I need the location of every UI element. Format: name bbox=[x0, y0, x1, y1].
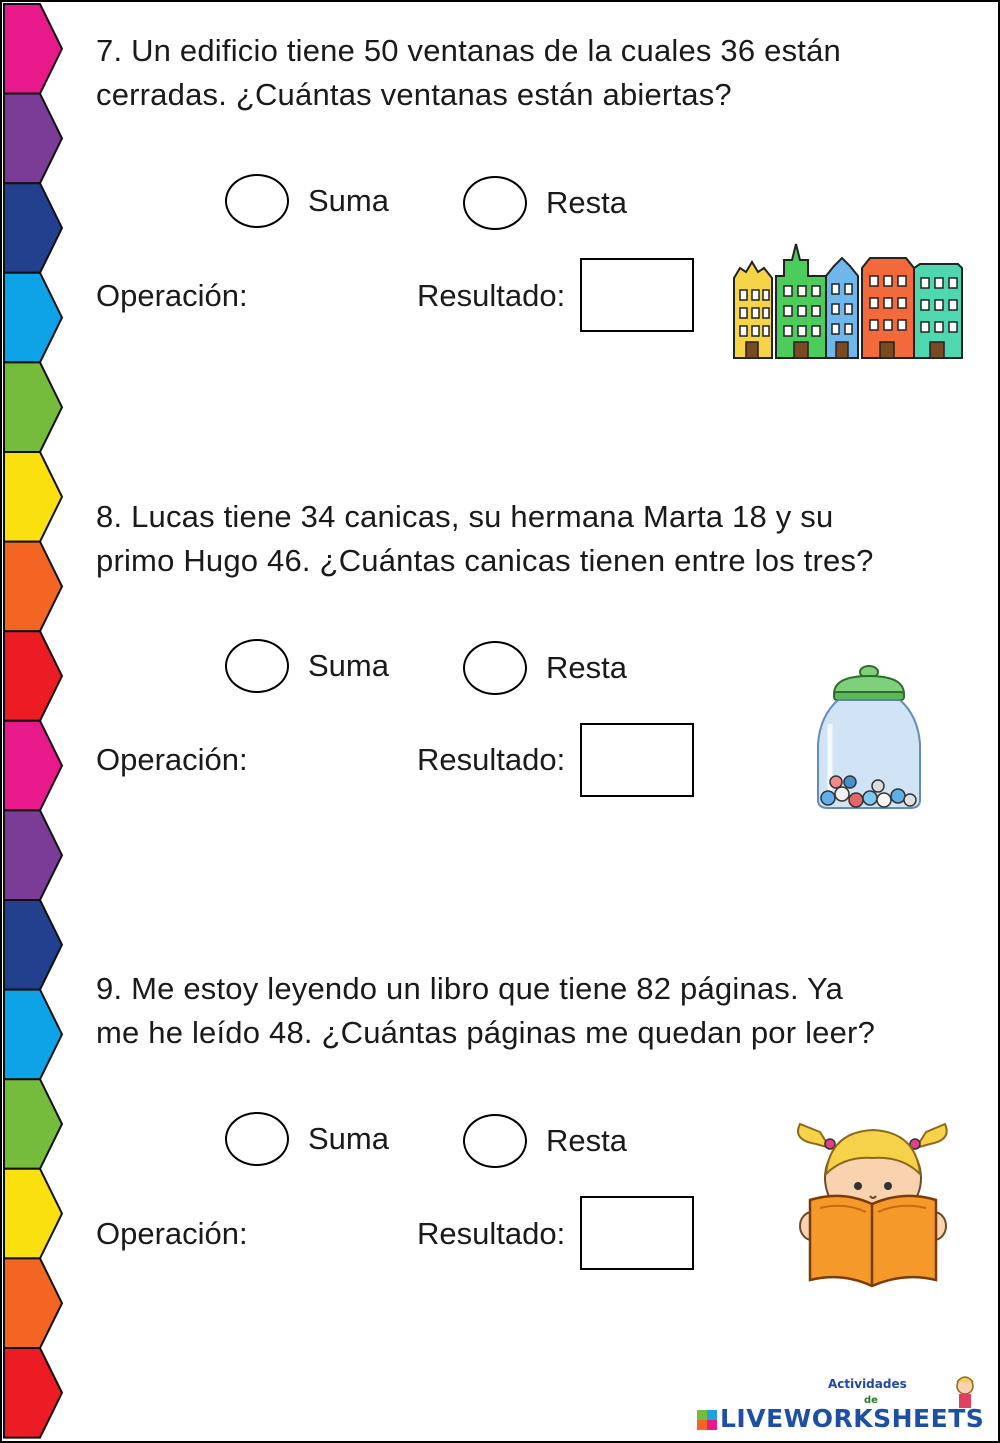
q8-result-input[interactable] bbox=[580, 723, 694, 797]
question-7 bbox=[96, 29, 936, 117]
ribbon-svg bbox=[0, 0, 70, 1443]
question-8-line2: primo Hugo 46. ¿Cuántas canicas tienen entre los tres? bbox=[96, 543, 874, 578]
footer-logo-line1: Actividades bbox=[828, 1377, 907, 1391]
ribbon-segment bbox=[4, 990, 62, 1080]
q8-suma-radio[interactable] bbox=[225, 639, 289, 693]
ribbon-segment bbox=[4, 362, 62, 452]
buildings-icon bbox=[730, 238, 965, 362]
q8-resta-radio[interactable] bbox=[463, 641, 527, 695]
ribbon-segment bbox=[4, 1079, 62, 1169]
q9-resta-label: Resta bbox=[546, 1123, 627, 1158]
ribbon-segment bbox=[4, 631, 62, 721]
girl-reading-icon bbox=[790, 1104, 955, 1290]
ribbon-segment bbox=[4, 900, 62, 990]
ribbon-segment bbox=[4, 721, 62, 811]
footer-brand[interactable]: LIVEWORKSHEETS bbox=[720, 1404, 985, 1433]
ribbon-segment bbox=[4, 273, 62, 363]
question-8-line1: 8. Lucas tiene 34 canicas, su hermana Marta 18 y su bbox=[96, 499, 834, 534]
q9-operation-label: Operación: bbox=[96, 1216, 248, 1251]
q7-suma-label: Suma bbox=[308, 183, 389, 218]
q9-result-input[interactable] bbox=[580, 1196, 694, 1270]
q8-result-label: Resultado: bbox=[417, 742, 566, 777]
q7-suma-radio[interactable] bbox=[225, 174, 289, 228]
ribbon-segment bbox=[4, 452, 62, 542]
q7-resta-radio[interactable] bbox=[463, 176, 527, 230]
ribbon-segment bbox=[4, 1348, 62, 1438]
q7-resta-label: Resta bbox=[546, 185, 627, 220]
question-7-line2: cerradas. ¿Cuántas ventanas están abiertas? bbox=[96, 77, 732, 112]
q7-result-label: Resultado: bbox=[417, 278, 566, 313]
q7-operation-label: Operación: bbox=[96, 278, 248, 313]
q9-suma-label: Suma bbox=[308, 1121, 389, 1156]
ribbon-segment bbox=[4, 183, 62, 273]
ribbon-segment bbox=[4, 1258, 62, 1348]
q8-suma-label: Suma bbox=[308, 648, 389, 683]
color-ribbon bbox=[0, 0, 70, 1443]
ribbon-segment bbox=[4, 1169, 62, 1259]
ribbon-segment bbox=[4, 810, 62, 900]
question-9 bbox=[96, 967, 936, 1055]
q8-operation-label: Operación: bbox=[96, 742, 248, 777]
q9-suma-radio[interactable] bbox=[225, 1112, 289, 1166]
question-9-line1: 9. Me estoy leyendo un libro que tiene 82 páginas. Ya bbox=[96, 971, 844, 1006]
marble-jar-icon bbox=[812, 664, 926, 814]
question-7-line1: 7. Un edificio tiene 50 ventanas de la cuales 36 están bbox=[96, 33, 841, 68]
ribbon-segment bbox=[4, 94, 62, 184]
ribbon-segment bbox=[4, 542, 62, 632]
q7-result-input[interactable] bbox=[580, 258, 694, 332]
question-9-line2: me he leído 48. ¿Cuántas páginas me quedan por leer? bbox=[96, 1015, 876, 1050]
q9-resta-radio[interactable] bbox=[463, 1114, 527, 1168]
abc-blocks-icon bbox=[697, 1410, 717, 1430]
footer-logo-line2: de bbox=[864, 1395, 878, 1406]
question-8 bbox=[96, 495, 936, 583]
ribbon-segment bbox=[4, 4, 62, 94]
q9-result-label: Resultado: bbox=[417, 1216, 566, 1251]
q8-resta-label: Resta bbox=[546, 650, 627, 685]
